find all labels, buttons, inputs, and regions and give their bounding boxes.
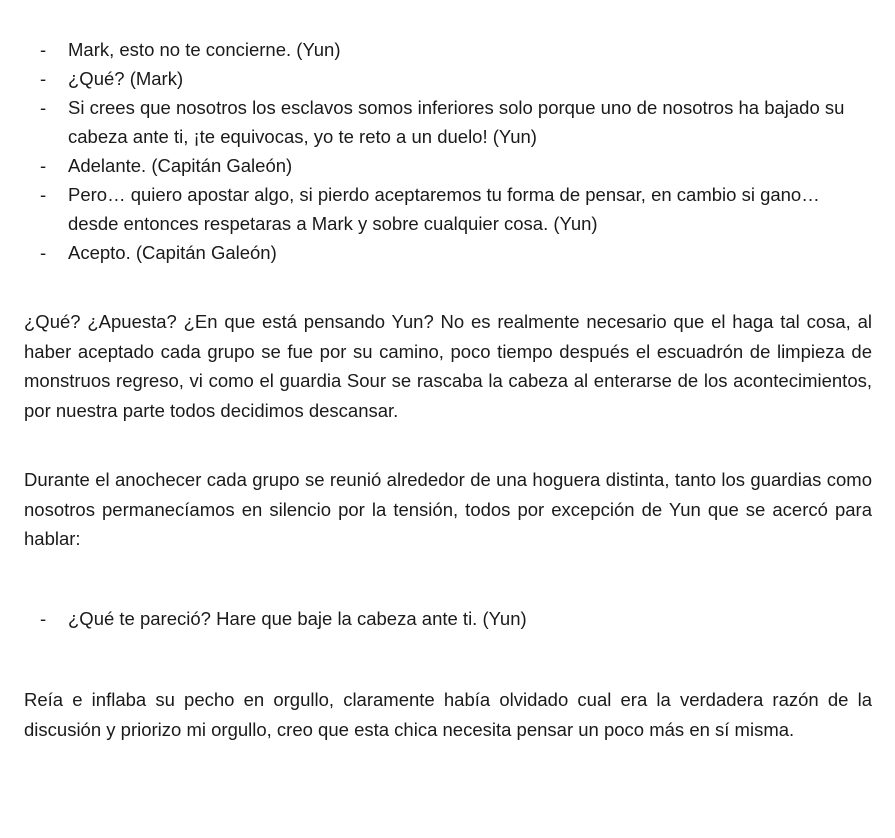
dialog-text: Adelante. (Capitán Galeón) xyxy=(68,155,293,176)
dialog-line xyxy=(0,604,895,633)
dialog-dash: - xyxy=(40,242,47,263)
dialog-text: ¿Qué? (Mark) xyxy=(68,68,184,89)
dialog-text: Si crees que nosotros los esclavos somos inferiores solo porque uno de nosotros ha bajado su cabeza ante ti, ¡te equivocas, yo te reto a un duelo! (Yun) xyxy=(68,97,845,147)
dialog-text: ¿Qué te pareció? Hare que baje la cabeza ante ti. (Yun) xyxy=(68,608,527,629)
dialog-dash: - xyxy=(40,608,47,629)
narrative-paragraph: ¿Qué? ¿Apuesta? ¿En que está pensando Yun? No es realmente necesario que el haga tal cosa, al haber aceptado cada grupo se fue por su camino, poco tiempo después el escuadrón de limpieza de monstruos regreso, vi como el guardia Sour se rascaba la cabeza al enterarse de los acontecimientos, por nuestra parte todos decidimos descansar. xyxy=(24,311,872,421)
dialog-text: Pero… quiero apostar algo, si pierdo aceptaremos tu forma de pensar, en cambio si gano… desde entonces respetaras a Mark y sobre cualquier cosa. (Yun) xyxy=(68,184,820,234)
dialog-line xyxy=(0,93,895,151)
narrative-paragraph: Durante el anochecer cada grupo se reunió alrededor de una hoguera distinta, tanto los guardias como nosotros permanecíamos en silencio por la tensión, todos por excepción de Yun que se acercó para hablar: xyxy=(24,469,872,549)
dialog-dash: - xyxy=(40,39,47,60)
dialog-list xyxy=(0,604,895,633)
narrative-paragraph: Reía e inflaba su pecho en orgullo, claramente había olvidado cual era la verdadera razón de la discusión y priorizo mi orgullo, creo que esta chica necesita pensar un poco más en sí misma. xyxy=(24,689,872,740)
dialog-line xyxy=(0,64,895,93)
dialog-list xyxy=(0,35,895,267)
dialog-line xyxy=(0,238,895,267)
dialog-text: Acepto. (Capitán Galeón) xyxy=(68,242,277,263)
dialog-dash: - xyxy=(40,184,47,205)
dialog-text: Mark, esto no te concierne. (Yun) xyxy=(68,39,341,60)
dialog-line xyxy=(0,151,895,180)
dialog-line xyxy=(0,35,895,64)
dialog-dash: - xyxy=(40,97,47,118)
dialog-dash: - xyxy=(40,155,47,176)
dialog-dash: - xyxy=(40,68,47,89)
dialog-line xyxy=(0,180,895,238)
